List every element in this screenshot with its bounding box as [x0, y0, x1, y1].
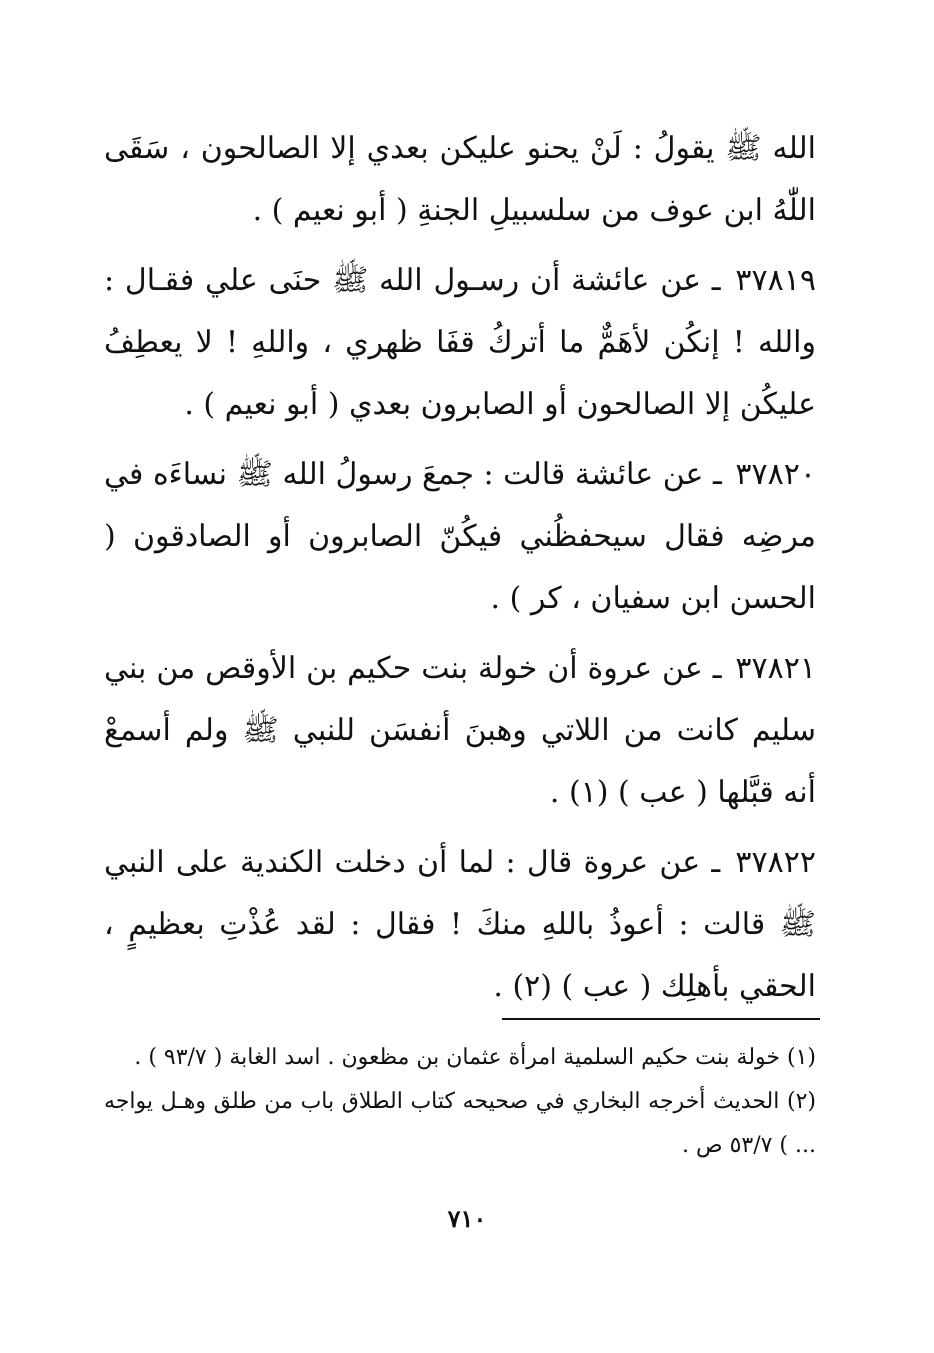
paragraph-text: ـ عن عروة قال : لما أن دخلت الكندية على النبي ﷺ قالت : أعوذُ باللهِ منكَ ! فقال : لقد عُذْتِ بعظيمٍ ، الحقي بأهلِك ( عب ) (٢) . [104, 845, 816, 1004]
paragraph-37819 [104, 250, 816, 436]
paragraph-text: الله ﷺ يقولُ : لَنْ يحنو عليكن بعدي إلا الصالحون ، سَقَى اللّٰهُ ابن عوف من سلسبيلِ الجنةِ ( أبو نعيم ) . [104, 131, 816, 228]
paragraph-text: ـ عن عروة أن خولة بنت حكيم بن الأوقص من بني سليم كانت من اللاتي وهبنَ أنفسَن للنبي ﷺ ولم أسمعْ أنه قبَّلها ( عب ) (١) . [104, 651, 816, 810]
footnote-1: (١) خولة بنت حكيم السلمية امرأة عثمان بن مظعون . اسد الغابة ( ٩٣/٧ ) . [134, 1045, 816, 1070]
page-number: ٧١٠ [447, 1204, 487, 1233]
paragraph-1 [104, 118, 816, 242]
hadith-number: ٣٧٨٢١ [735, 651, 816, 686]
paragraph-text: ـ عن عائشة قالت : جمعَ رسولُ الله ﷺ نساءَه في مرضِه فقال سيحفظُني فيكُنّ الصابرون أو الصادقون ( الحسن ابن سفيان ، كر ) . [104, 457, 816, 616]
footnote-separator [502, 1018, 820, 1020]
paragraph-37820 [104, 444, 816, 630]
footnote-2: (٢) الحديث أخرجه البخاري في صحيحه كتاب الطلاق باب من طلق وهـل يواجه ... ) ٥٣/٧ ص . [104, 1089, 816, 1158]
hadith-number: ٣٧٨٢٠ [735, 457, 816, 492]
footnotes [104, 1036, 816, 1168]
paragraph-text: ـ عن عائشة أن رسـول الله ﷺ حنَى علي فقـال : والله ! إنكُن لأهَمٌّ ما أتركُ قفَا ظهري ، واللهِ ! لا يعطِفُ عليكُن إلا الصالحون أو الصابرون بعدي ( أبو نعيم ) . [104, 263, 816, 422]
paragraph-37822 [104, 832, 816, 1018]
paragraph-37821 [104, 638, 816, 824]
main-text [104, 118, 816, 1026]
hadith-number: ٣٧٨١٩ [735, 263, 816, 298]
hadith-number: ٣٧٨٢٢ [735, 845, 816, 880]
